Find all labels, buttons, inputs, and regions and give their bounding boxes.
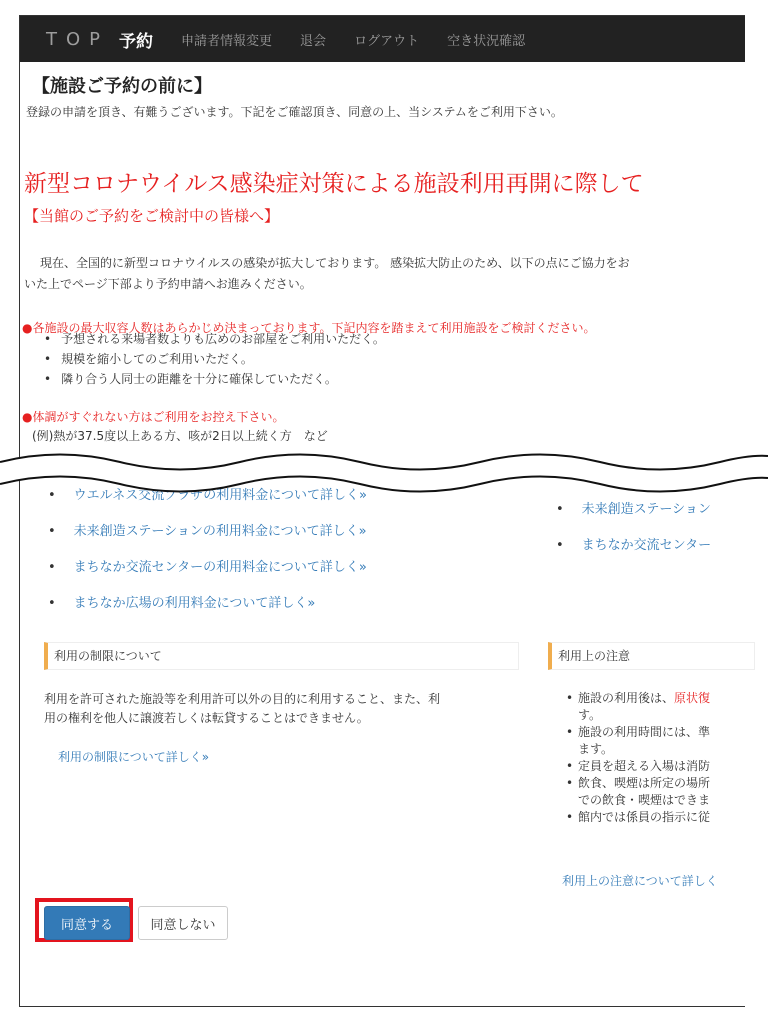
list-item: • 予想される来場者数よりも広めのお部屋をご利用いただく。 — [44, 330, 385, 350]
list-item: • 施設の利用後は、原状復 す。 — [560, 690, 710, 724]
restriction-text — [44, 690, 440, 728]
corona-title: 新型コロナウイルス感染症対策による施設利用再開に際して — [24, 171, 644, 197]
nav-applicant-info-link[interactable]: 申請者情報変更 — [181, 33, 273, 49]
list-item: • 飲食、喫煙は所定の場所 での飲食・喫煙はできま — [560, 775, 710, 809]
notes-detail-link[interactable]: 利用上の注意について詳しく — [562, 874, 718, 888]
restriction-text-line1: 利用を許可された施設等を利用許可以外の目的に利用すること、また、利 — [44, 692, 441, 706]
top-navbar — [20, 16, 745, 62]
list-item: • 施設の利用時間には、準 ます。 — [560, 724, 710, 758]
list-item: • 規模を縮小してのご利用いただく。 — [44, 350, 385, 370]
nav-availability-link[interactable]: 空き状況確認 — [447, 33, 526, 49]
corona-subtitle: 【当館のご予約をご検討中の皆様へ】 — [24, 207, 280, 225]
fee-link-machinaka-center[interactable]: • まちなか交流センターの利用料金について詳しく» — [48, 556, 367, 592]
restriction-detail-link[interactable]: 利用の制限について詳しく» — [58, 750, 210, 764]
fee-link-machinaka-right[interactable]: • まちなか交流センター — [556, 534, 711, 570]
list-item: • 館内では係員の指示に従 — [560, 809, 710, 826]
fee-link-mirai[interactable]: • 未来創造ステーションの利用料金について詳しく» — [48, 520, 367, 556]
page-break-divider — [0, 442, 768, 502]
nav-top-link[interactable]: TOP — [46, 28, 110, 50]
health-note: ●体調がすぐれない方はご利用をお控え下さい。 — [22, 410, 285, 424]
health-example: (例)熱が37.5度以上ある方、咳が2日以上続く方 など — [32, 429, 328, 443]
notes-heading: 利用上の注意 — [548, 642, 755, 670]
list-item: • 定員を超える入場は消防 — [560, 758, 710, 775]
nav-reservation-link[interactable]: 予約 — [119, 31, 154, 52]
nav-withdraw-link[interactable]: 退会 — [300, 33, 327, 49]
corona-bullet-list — [44, 330, 385, 390]
fee-link-wellness[interactable]: • ウエルネス交流プラザの利用料金について詳しく» — [48, 484, 367, 520]
corona-paragraph-line2: いた上でページ下部より予約申請へお進みください。 — [24, 277, 312, 291]
section-title: 【施設ご予約の前に】 — [32, 76, 212, 97]
fee-links-left — [48, 484, 367, 628]
restriction-text-line2: 用の権利を他人に譲渡若しくは転貸することはできません。 — [44, 711, 369, 725]
nav-logout-link[interactable]: ログアウト — [354, 33, 420, 49]
fee-link-machinaka-plaza[interactable]: • まちなか広場の利用料金について詳しく» — [48, 592, 367, 628]
capacity-note: ●各施設の最大収容人数はあらかじめ決まっております。下記内容を踏まえて利用施設をご検討ください。 — [22, 321, 596, 335]
notes-list — [560, 690, 710, 826]
corona-paragraph-line1: 現在、全国的に新型コロナウイルスの感染が拡大しております。 感染拡大防止のため、以下の点にご協力をお — [40, 256, 630, 270]
fee-links-right — [556, 498, 711, 570]
disagree-button[interactable]: 同意しない — [138, 906, 228, 940]
intro-thanks-text: 登録の申請を頂き、有難うございます。下記をご確認頂き、同意の上、当システムをご利用下さい。 — [26, 105, 563, 119]
fee-link-mirai-right[interactable]: • 未来創造ステーション — [556, 498, 711, 534]
agree-button[interactable]: 同意する — [44, 906, 130, 940]
restriction-heading: 利用の制限について — [44, 642, 519, 670]
list-item: • 隣り合う人同士の距離を十分に確保していただく。 — [44, 370, 385, 390]
